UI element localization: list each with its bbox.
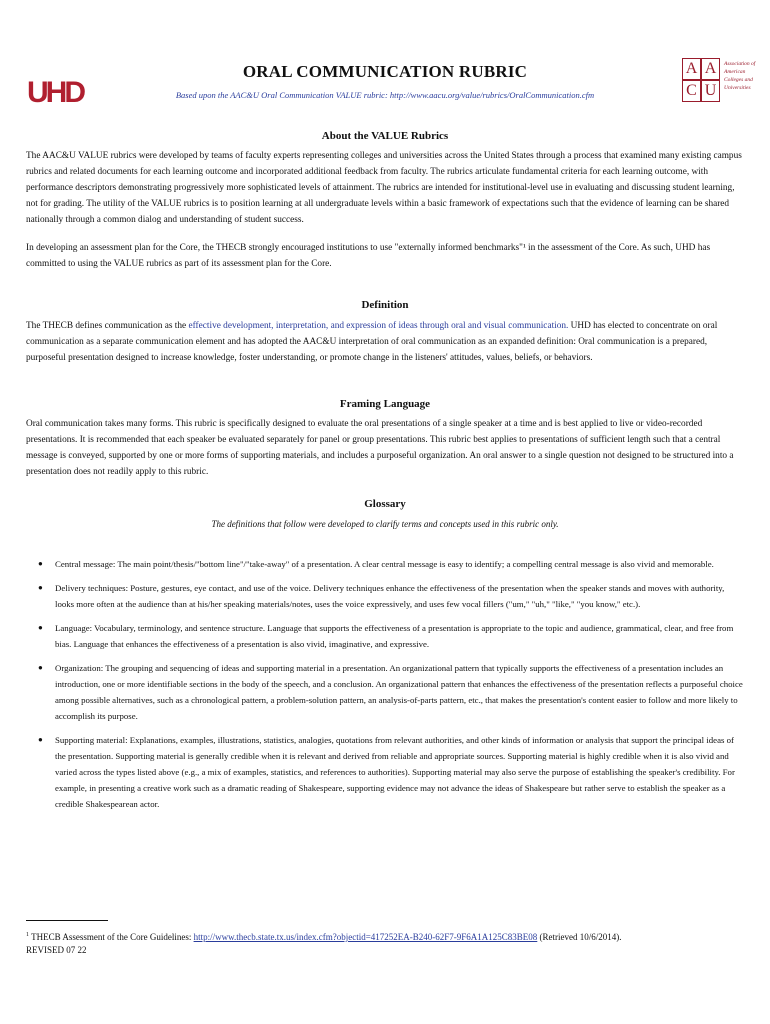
footnote-link[interactable]: http://www.thecb.state.tx.us/index.cfm?objectid=417252EA-B240-62F7-9F6A1A125C83BE08 bbox=[193, 932, 538, 942]
framing-paragraph: Oral communication takes many forms. This rubric is specifically designed to evaluate the oral presentations of a single speaker at a time and is best applied to live or video-recorded presentations. It is recommended that each speaker be evaluated separately for panel or group presentations. This rubric best applies to presentations of sufficient length such that a central message is conveyed, supported by one or more forms of supporting materials, and includes a purposeful organization. An oral answer to a single question not designed to be structured into a presentation does not readily apply to this rubric. bbox=[26, 419, 734, 477]
about-heading: About the VALUE Rubrics bbox=[321, 130, 449, 142]
footnote-text: THECB Assessment of the Core Guidelines: bbox=[29, 932, 194, 942]
glossary-item-text: Language: Vocabulary, terminology, and sentence structure. Language that supports the effectiveness of a presentation is appropriate to the topic and audience, grammatical, clear, and free from bias. Language that enhances the effectiveness of a presentation is also vivid, imaginative, and expressive. bbox=[55, 623, 734, 649]
framing-heading: Framing Language bbox=[339, 398, 431, 410]
bullet-icon: ● bbox=[38, 559, 43, 568]
about-paragraph-2: In developing an assessment plan for the Core, the THECB strongly encouraged institutions to use "externally informed benchmarks"¹ in the assessment of the Core. As such, UHD has committed to using the VALUE rubrics as part of its assessment plan for the Core. bbox=[26, 243, 711, 269]
glossary-item-central-message bbox=[38, 556, 744, 572]
glossary-item-organization bbox=[38, 660, 744, 724]
aacu-letter-3: C bbox=[682, 80, 701, 102]
footnote-divider bbox=[26, 920, 108, 921]
revision-note: REVISED 07 22 bbox=[26, 945, 87, 955]
rubric-source-link[interactable]: Based upon the AAC&U Oral Communication VALUE rubric: http://www.aacu.org/value/rubrics/OralCommunication.cfm bbox=[175, 90, 595, 100]
aacu-letter-1: A bbox=[682, 58, 701, 80]
aacu-logo-text: Association of American Colleges and Universities bbox=[724, 61, 756, 91]
glossary-item-text: Supporting material: Explanations, examples, illustrations, statistics, analogies, quotations from relevant authorities, and other kinds of information or analysis that support the principal ideas of the presentation. Supporting material is generally credible when it is relevant and derived from reliable and appropriate sources. Supporting material is highly credible when it is also vivid and varied across the types listed above (e.g., a mix of examples, statistics, and references to authorities). Supporting material may also serve the purpose of establishing the speaker's credibility. For example, in presenting a creative work such as a dramatic reading of Shakespeare, supporting evidence may not advance the ideas of Shakespeare but rather serve to establish the speaker as a credible Shakespearean actor. bbox=[55, 735, 735, 809]
definition-paragraph bbox=[26, 318, 744, 366]
definition-heading: Definition bbox=[361, 299, 409, 311]
bullet-icon: ● bbox=[38, 583, 43, 592]
uhd-logo-letters: UHD bbox=[27, 76, 83, 109]
bullet-icon: ● bbox=[38, 735, 43, 744]
glossary-item-text: Organization: The grouping and sequencing of ideas and supporting material in a presentation. An organizational pattern that typically supports the effectiveness of a presentation includes an introduction, one or more identifiable sections in the body of the speech, and a conclusion. An organizational pattern that enhances the effectiveness of the presentation reflects a purposeful choice among possible alternatives, such as a chronological pattern, a problem-solution pattern, an analysis-of-parts pattern, etc., that makes the presentation's content easier to follow and more likely to accomplish its purpose. bbox=[55, 663, 743, 721]
footnote-marker: 1 bbox=[26, 932, 29, 938]
glossary-subheading: The definitions that follow were developed to clarify terms and concepts used in this rubric only. bbox=[211, 519, 559, 529]
glossary-item-supporting-material bbox=[38, 732, 744, 812]
definition-text-start: The THECB defines communication as the bbox=[26, 321, 189, 331]
glossary-item-delivery-techniques bbox=[38, 580, 744, 612]
bullet-icon: ● bbox=[38, 663, 43, 672]
definition-text-end: UHD has elected to concentrate on oral communication as a separate communication element and has adopted the AAC&U interpretation of oral communication as an expanded definition: Oral communication is a prepared, purposeful presentation designed to increase knowledge, foster understanding, or promote change in the listeners' attitudes, values, beliefs, or behaviors. bbox=[26, 321, 718, 363]
aacu-logo bbox=[682, 58, 754, 108]
glossary-item-language bbox=[38, 620, 744, 652]
aacu-logo-mark bbox=[682, 58, 722, 104]
definition-highlight: effective development, interpretation, and expression of ideas through oral and visual communication. bbox=[188, 321, 569, 331]
footnote bbox=[26, 928, 744, 944]
glossary-item-text: Central message: The main point/thesis/"bottom line"/"take-away" of a presentation. A clear central message is easy to identify; a compelling central message is also vivid and memorable. bbox=[55, 559, 714, 569]
footnote-retrieved: (Retrieved 10/6/2014). bbox=[537, 932, 622, 942]
page-title: ORAL COMMUNICATION RUBRIC bbox=[242, 62, 528, 81]
aacu-letter-2: A bbox=[701, 58, 720, 80]
glossary-heading: Glossary bbox=[364, 498, 406, 510]
glossary-item-text: Delivery techniques: Posture, gestures, eye contact, and use of the voice. Delivery techniques enhance the effectiveness of the presentation when the speaker stands and moves with authority, looks more often at the audience than at his/her speaking materials/notes, uses the voice expressively, and uses few vocal fillers ("um," "uh," "like," "you know," etc.). bbox=[55, 583, 725, 609]
aacu-letter-4: U bbox=[701, 80, 720, 102]
bullet-icon: ● bbox=[38, 623, 43, 632]
glossary-list bbox=[38, 556, 744, 820]
about-paragraph-1: The AAC&U VALUE rubrics were developed by teams of faculty experts representing colleges and universities across the United States through a process that examined many existing campus rubrics and related documents for each learning outcome and incorporated additional feedback from faculty. The rubrics articulate fundamental criteria for each learning outcome, with performance descriptors demonstrating progressively more sophisticated levels of attainment. The rubrics are intended for institutional-level use in evaluating and discussing student learning, not for grading. The utility of the VALUE rubrics is to position learning at all undergraduate levels within a basic framework of expectations such that the evidence of learning can be shared nationally through a common dialog and understanding of student success. bbox=[26, 151, 742, 225]
